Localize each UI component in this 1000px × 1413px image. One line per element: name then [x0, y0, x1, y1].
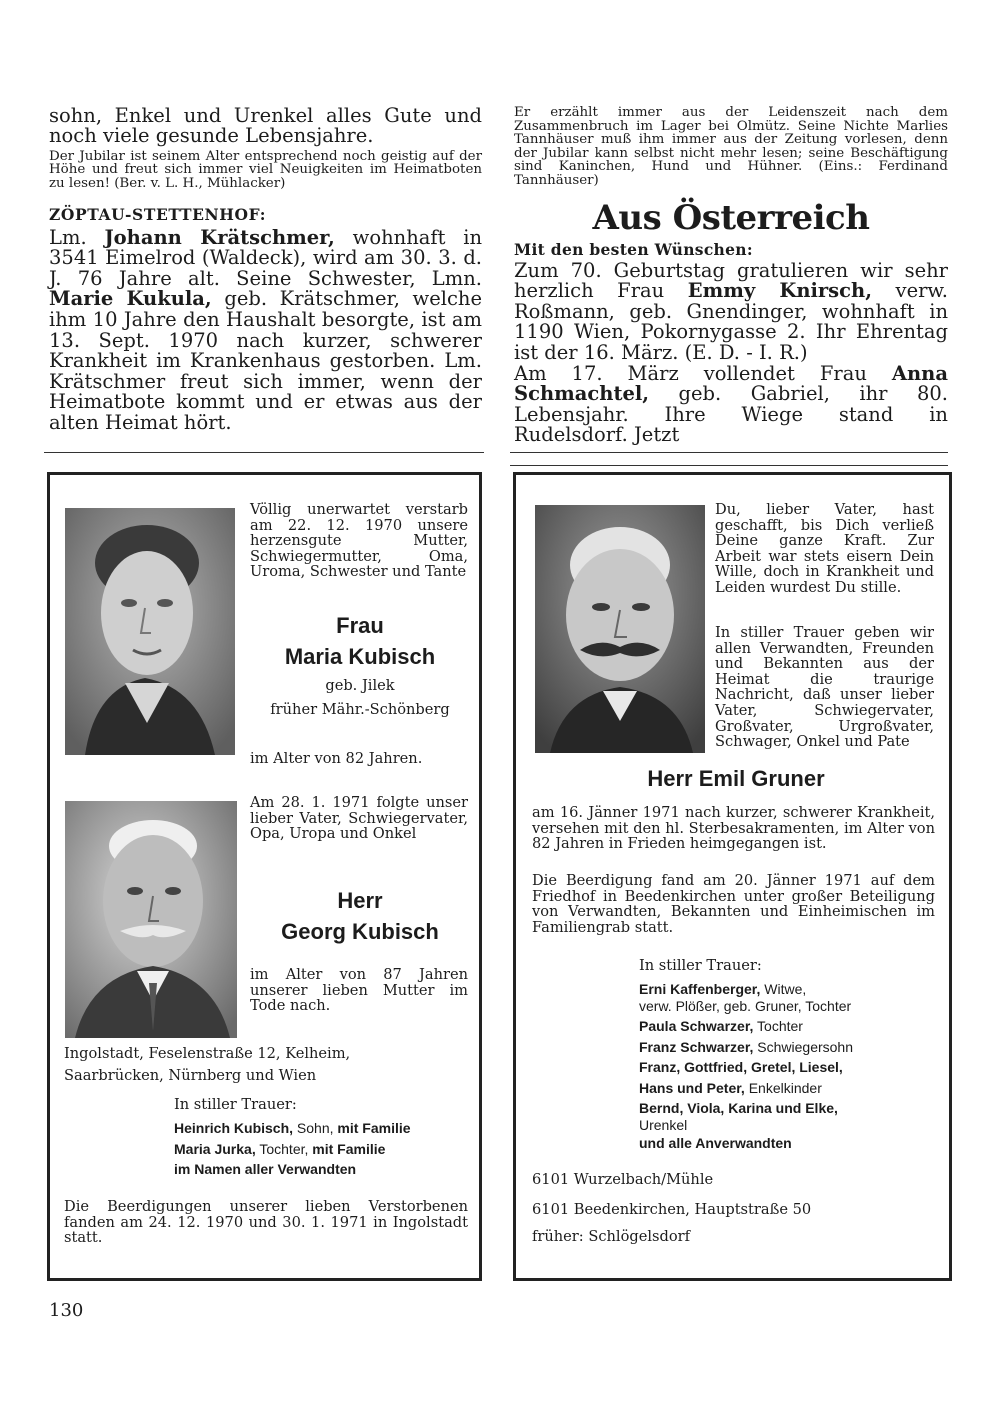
section-heading-text: ZÖPTAU-STETTENHOF: [49, 204, 267, 224]
right-para2 [514, 258, 949, 364]
gruner-mourner [639, 1057, 939, 1078]
mourner-rel: verw. Plößer, geb. Gruner, Tochter [639, 997, 852, 1014]
mourner-name: Bernd, Viola, Karina und Elke, [639, 1100, 838, 1116]
left-column [49, 106, 482, 434]
maria-former: früher Mähr.-Schönberg [270, 701, 450, 718]
mourner-name: Franz, Gottfried, Gretel, Liesel, [639, 1059, 843, 1075]
maria-title: Frau [336, 613, 384, 638]
portrait-georg-kubisch [65, 801, 237, 1038]
places-line2: Saarbrücken, Nürnberg und Wien [64, 1067, 317, 1084]
maria-age: im Alter von 82 Jahren. [250, 750, 423, 767]
kubisch-mourner [174, 1118, 474, 1139]
left-para1-big: sohn, Enkel und Urenkel alles Gute und noch viele gesunde Lebensjahre. [49, 104, 482, 148]
portrait-man-icon [535, 505, 705, 753]
mourner-rel: Witwe, [764, 981, 807, 997]
kubisch-mourners [174, 1118, 474, 1180]
gruner-mourner [639, 1037, 939, 1058]
gruner-address1: 6101 Wurzelbach/Mühle [532, 1171, 714, 1188]
section-heading [49, 206, 482, 224]
left-para2-text2: geb. Krätschmer, welche ihm 10 Jahre den Haushalt besorgte, ist am 13. Sept. 1970 nach kurzer, schwerer Krankheit im Krankenhaus gestorben. Lm. Krätschmer freut sich immer, wenn der Heimatbote kommt und er etwas aus der alten Heimat hört. [49, 287, 482, 434]
mourner-extra: mit Familie [312, 1140, 386, 1157]
gruner-mourners [639, 979, 939, 1154]
mourner-name: Heinrich Kubisch, [174, 1120, 294, 1136]
right-subheading: Mit den besten Wünschen: [514, 239, 753, 259]
left-para2-prefix: Lm. [49, 225, 87, 249]
left-para1-small: Der Jubilar ist seinem Alter entsprechend noch geistig auf der Höhe und freut sich immer viel Neuigkeiten im Heimatboten zu lesen! (Ber. v. L. H., Mühlacker) [49, 148, 482, 191]
section-heading-austria: Aus Österreich [592, 197, 870, 238]
mourner-name: Paula Schwarzer, [639, 1018, 754, 1034]
divider-right [510, 452, 948, 453]
places-line1: Ingolstadt, Feselenstraße 12, Kelheim, [64, 1045, 351, 1062]
kubisch-funeral: Die Beerdigungen unserer lieben Verstorbenen fanden am 24. 12. 1970 und 30. 1. 1971 in Ingolstadt statt. [64, 1198, 468, 1247]
right-para2-name1: Emmy Knirsch, [687, 279, 872, 303]
mourner-rel: Tochter [757, 1018, 803, 1034]
obituary-kubisch [47, 472, 482, 1281]
mourner-name: und alle Anverwandten [639, 1135, 792, 1151]
obituary-gruner [513, 472, 952, 1281]
left-para2-name2: Marie Kukula, [49, 287, 212, 311]
gruner-notice: In stiller Trauer geben wir allen Verwandten, Freunden und Bekannten aus der Heimat die traurige Nachricht, daß unser lieber Vater, Schwiegervater, Großvater, Urgroßvater, Schwager, Onkel und Pate [715, 624, 934, 751]
mourner-name: im Namen aller Verwandten [174, 1161, 357, 1177]
portrait-maria-kubisch [65, 508, 235, 755]
right-para3-text1: Am 17. März vollendet Frau [514, 361, 867, 385]
page-number: 130 [49, 1300, 84, 1321]
divider-left [44, 452, 484, 453]
left-para2 [49, 225, 483, 434]
mourner-rel: Sohn, [296, 1120, 334, 1136]
mourner-rel: Tochter, [259, 1140, 309, 1157]
mourner-rel: Urenkel [639, 1116, 688, 1133]
gruner-name: Herr Emil Gruner [647, 766, 825, 791]
left-para2-text1: wohnhaft in 3541 Eimelrod (Waldeck), wird am 30. 3. d. J. 76 Jahre alt. Seine Schwester, Lmn. [49, 225, 483, 290]
right-para3 [514, 361, 948, 447]
mourner-rel: Schwiegersohn [757, 1038, 854, 1055]
maria-born: geb. Jilek [325, 677, 395, 694]
right-para1-small: Er erzählt immer aus der Leidenszeit nach dem Zusammenbruch im Lager bei Olmütz. Seine Nichte Marlies Tannhäuser muß ihm immer aus der Zeitung vorlesen, denn der Jubilar kann selbst nicht mehr lesen; seine Beschäftigung sind Kaninchen, Hund und Hühner. (Eins.: Ferdinand Tannhäuser) [514, 105, 948, 188]
right-para2-text1: Zum 70. Geburtstag gratulieren wir sehr herzlich Frau [514, 258, 948, 303]
divider-right-2 [510, 465, 948, 466]
portrait-emil-gruner [535, 505, 705, 753]
gruner-death: am 16. Jänner 1971 nach kurzer, schwerer Krankheit, versehen mit den hl. Sterbesakramenten, im Alter von 82 Jahren in Frieden heimgegangen ist. [532, 804, 935, 853]
gruner-address2: 6101 Beedenkirchen, Hauptstraße 50 [532, 1201, 812, 1218]
gruner-poem: Du, lieber Vater, hast geschafft, bis Dich verließ Deine ganze Kraft. Zur Arbeit war stets eisern Dein Wille, doch in Krankheit und Leiden wurdest Du stille. [715, 501, 934, 596]
kubisch-mourning-label: In stiller Trauer: [174, 1096, 297, 1113]
gruner-mourner [639, 1016, 939, 1037]
maria-intro: Völlig unerwartet verstarb am 22. 12. 1970 unsere herzensgute Mutter, Schwiegermutter, Oma, Uroma, Schwester und Tante [250, 501, 468, 581]
right-para2-text2: verw. Roßmann, geb. Gnendinger, wohnhaft in 1190 Wien, Pokornygasse 2. Ihr Ehrentag ist der 16. März. (E. D. - I. R.) [514, 279, 949, 364]
right-column [514, 106, 948, 446]
mourner-rel: Enkelkinder [748, 1079, 822, 1096]
kubisch-mourner [174, 1159, 474, 1180]
georg-title: Herr [337, 888, 383, 913]
gruner-funeral: Die Beerdigung fand am 20. Jänner 1971 auf dem Friedhof in Beedenkirchen unter großer Beteiligung von Verwandten, Bekannten und Einheimischen im Familiengrab statt. [532, 872, 935, 936]
mourner-name: Erni Kaffenberger, [639, 981, 761, 997]
right-para3-name1: Anna Schmachtel, [514, 361, 948, 406]
left-para2-name1: Johann Krätschmer, [104, 225, 335, 249]
maria-name: Maria Kubisch [284, 644, 436, 669]
mourner-name: Hans und Peter, [639, 1079, 745, 1096]
mourner-name: Franz Schwarzer, [639, 1038, 754, 1055]
gruner-mourner [639, 1078, 939, 1099]
georg-age: im Alter von 87 Jahren unserer lieben Mutter im Tode nach. [250, 966, 468, 1015]
georg-name: Georg Kubisch [281, 919, 439, 944]
portrait-woman-icon [65, 508, 235, 755]
mourner-extra: mit Familie [337, 1120, 411, 1136]
mourner-name: Maria Jurka, [174, 1140, 256, 1157]
gruner-mourning-label: In stiller Trauer: [639, 957, 762, 974]
gruner-mourner [639, 996, 939, 1017]
gruner-mourner [639, 1133, 939, 1154]
portrait-man-icon [65, 801, 237, 1038]
right-para3-text2: geb. Gabriel, ihr 80. Lebensjahr. Ihre Wiege stand in Rudelsdorf. Jetzt [514, 382, 948, 447]
kubisch-mourner [174, 1139, 474, 1160]
gruner-former: früher: Schlögelsdorf [532, 1228, 691, 1245]
georg-intro: Am 28. 1. 1971 folgte unser lieber Vater, Schwiegervater, Opa, Uropa und Onkel [250, 794, 468, 843]
